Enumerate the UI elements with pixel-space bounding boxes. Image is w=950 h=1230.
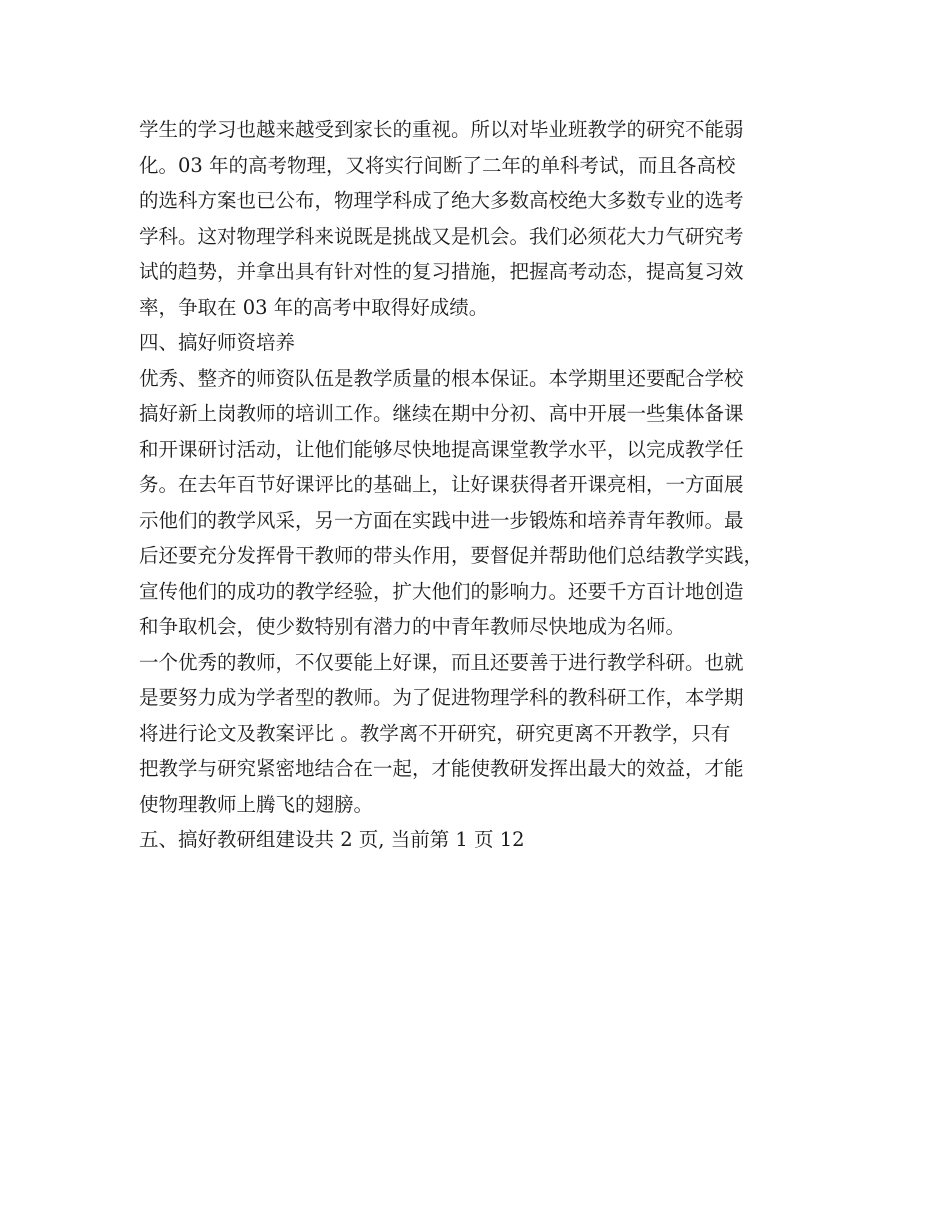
text-line: 示他们的教学风采，另一方面在实践中进一步锻炼和培养青年教师。最 (139, 508, 744, 532)
text-line: 的选科方案也已公布，物理学科成了绝大多数高校绝大多数专业的选考 (139, 189, 744, 212)
text-line: 是要努力成为学者型的教师。为了促进物理学科的教科研工作，本学期 (139, 686, 744, 709)
text-line: 务。在去年百节好课评比的基础上，让好课获得者开课亮相，一方面展 (139, 473, 744, 496)
text-line: 学科。这对物理学科来说既是挑战又是机会。我们必须花大力气研究考 (139, 224, 744, 248)
text-line: 化。03 年的高考物理，又将实行间断了二年的单科考试，而且各高校 (139, 153, 736, 177)
text-line: 宣传他们的成功的教学经验，扩大他们的影响力。还要千方百计地创造 (139, 579, 744, 603)
section-heading: 四、搞好师资培养 (139, 331, 296, 354)
document-body (139, 112, 829, 858)
text-line: 和开课研讨活动，让他们能够尽快地提高课堂教学水平，以完成教学任 (139, 437, 744, 461)
text-line: 和争取机会，使少数特别有潜力的中青年教师尽快地成为名师。 (139, 615, 686, 638)
text-line: 试的趋势，并拿出具有针对性的复习措施，把握高考动态，提高复习效 (139, 260, 744, 283)
text-line: 一个优秀的教师，不仅要能上好课，而且还要善于进行教学科研。也就 (139, 650, 744, 674)
text-line: 使物理教师上腾飞的翅膀。 (139, 792, 374, 816)
text-line: 把教学与研究紧密地结合在一起，才能使教研发挥出最大的效益，才能 (139, 757, 744, 780)
text-line: 后还要充分发挥骨干教师的带头作用，要督促并帮助他们总结教学实践， (139, 544, 764, 567)
section-heading-page-footer: 五、搞好教研组建设共 2 页, 当前第 1 页 12 (139, 828, 525, 851)
text-line: 学生的学习也越来越受到家长的重视。所以对毕业班教学的研究不能弱 (139, 118, 744, 141)
text-line: 优秀、整齐的师资队伍是教学质量的根本保证。本学期里还要配合学校 (139, 366, 744, 390)
text-line: 将进行论文及教案评比 。教学离不开研究，研究更离不开教学，只有 (139, 721, 731, 745)
text-line: 搞好新上岗教师的培训工作。继续在期中分初、高中开展一些集体备课 (139, 402, 744, 425)
text-line: 率，争取在 03 年的高考中取得好成绩。 (139, 295, 489, 319)
